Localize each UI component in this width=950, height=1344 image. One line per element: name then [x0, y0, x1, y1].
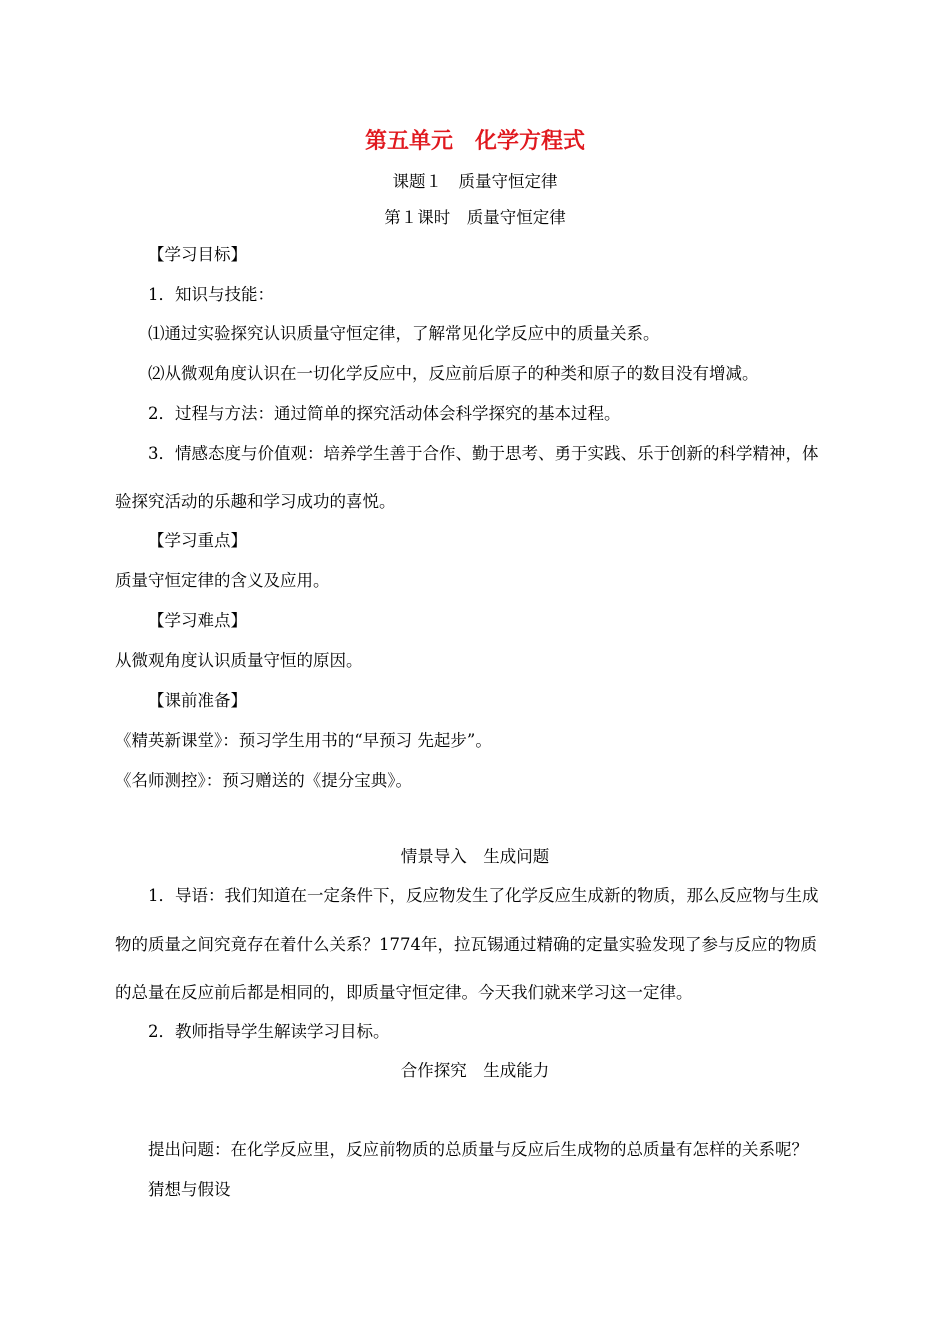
period-title: 第１课时 质量守恒定律 — [384, 208, 566, 227]
question-text: 提出问题：在化学反应里，反应前物质的总质量与反应后生成物的总质量有怎样的关系呢？ — [148, 1140, 808, 1159]
intro-line1: 1．导语：我们知道在一定条件下，反应物发生了化学反应生成新的物质，那么反应物与生成 — [148, 886, 819, 905]
objective-1a: ⑴通过实验探究认识质量守恒定律，了解常见化学反应中的质量关系。 — [148, 324, 660, 343]
intro-line3: 的总量在反应前后都是相同的，即质量守恒定律。今天我们就来学习这一定律。 — [115, 983, 693, 1002]
objective-1b: ⑵从微观角度认识在一切化学反应中，反应前后原子的种类和原子的数目没有增减。 — [148, 364, 759, 383]
intro-item2: 2．教师指导学生解读学习目标。 — [148, 1022, 390, 1041]
difficulties-heading: 【学习难点】 — [148, 611, 247, 630]
objectives-heading: 【学习目标】 — [148, 245, 247, 264]
lesson-title: 课题１ 质量守恒定律 — [392, 172, 558, 191]
section-intro-heading: 情景导入 生成问题 — [400, 847, 550, 866]
intro-line2: 物的质量之间究竟存在着什么关系？1774年，拉瓦锡通过精确的定量实验发现了参与反应的物质 — [115, 935, 817, 954]
difficulties-text: 从微观角度认识质量守恒的原因。 — [115, 651, 363, 670]
key-points-heading: 【学习重点】 — [148, 531, 247, 550]
preparation-heading: 【课前准备】 — [148, 691, 247, 710]
unit-title: 第五单元 化学方程式 — [364, 129, 585, 154]
objective-3-line1: 3．情感态度与价值观：培养学生善于合作、勤于思考、勇于实践、乐于创新的科学精神，体 — [148, 444, 819, 463]
section-explore-heading: 合作探究 生成能力 — [400, 1061, 550, 1080]
objective-3-line2: 验探究活动的乐趣和学习成功的喜悦。 — [115, 492, 396, 511]
objective-1: 1．知识与技能： — [148, 285, 274, 304]
key-points-text: 质量守恒定律的含义及应用。 — [115, 571, 330, 590]
preparation-line1: 《精英新课堂》：预习学生用书的“早预习 先起步”。 — [115, 731, 492, 750]
objective-2: 2．过程与方法：通过简单的探究活动体会科学探究的基本过程。 — [148, 404, 621, 423]
hypothesis-text: 猜想与假设 — [148, 1180, 231, 1199]
preparation-line2: 《名师测控》：预习赠送的《提分宝典》。 — [115, 771, 412, 790]
